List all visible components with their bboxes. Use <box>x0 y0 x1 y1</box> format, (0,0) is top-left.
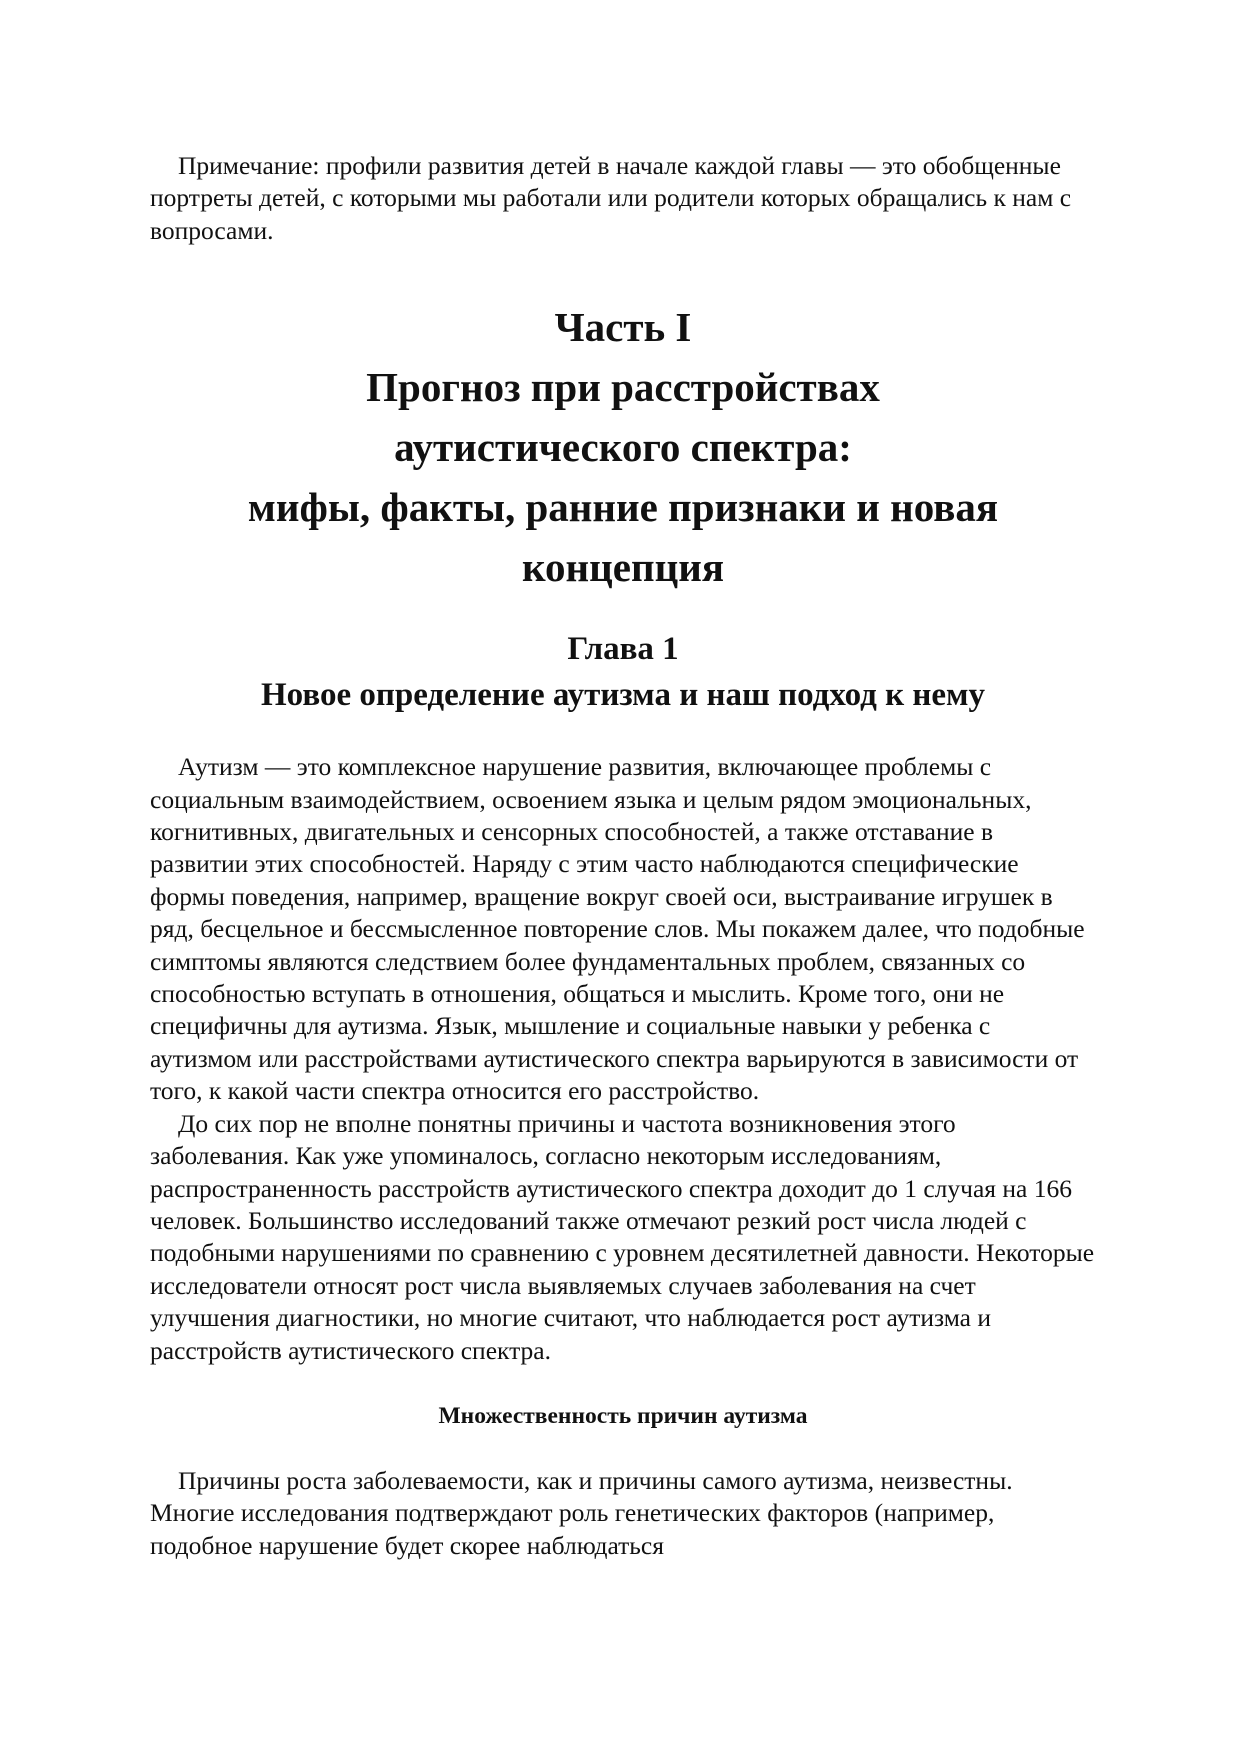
section-heading: Множественность причин аутизма <box>438 1402 808 1429</box>
chapter-body <box>150 751 1096 1367</box>
body-paragraph: Аутизм — это комплексное нарушение развития, включающее проблемы с социальным взаимодействием, освоением языка и целым рядом эмоциональных, когнитивных, двигательных и сенсорных способностей, а также отставание в развитии этих способностей. Наряду с этим часто наблюдаются специфические формы поведения, например, вращение вокруг своей оси, выстраивание игрушек в ряд, бесцельное и бессмысленное повторение слов. Мы покажем далее, что подобные симптомы являются следствием более фундаментальных проблем, связанных со способностью вступать в отношения, общаться и мыслить. Кроме того, они не специфичны для аутизма. Язык, мышление и социальные навыки у ребенка с аутизмом или расстройствами аутистического спектра варьируются в зависимости от того, к какой части спектра относится его расстройство. <box>150 752 1085 1106</box>
chapter-heading <box>150 626 1096 718</box>
part-title-line: концепция <box>521 544 725 591</box>
part-title-line: мифы, факты, ранние признаки и новая <box>247 484 999 531</box>
part-heading <box>150 297 1096 597</box>
body-paragraph: До сих пор не вполне понятны причины и частота возникновения этого заболевания. Как уже упоминалось, согласно некоторым исследованиям, распространенность расстройств аутистического спектра доходит до 1 случая на 166 человек. Большинство исследований также отмечают резкий рост числа людей с подобными нарушениями по сравнению с уровнем десятилетней давности. Некоторые исследователи относят рост числа выявляемых случаев заболевания на счет улучшения диагностики, но многие считают, что наблюдается рост аутизма и расстройств аутистического спектра. <box>150 1108 1095 1365</box>
section-body <box>150 1465 1096 1562</box>
chapter-title: Новое определение аутизма и наш подход к нему <box>261 677 985 714</box>
part-title-line: аутистического спектра: <box>394 424 852 471</box>
part-title-line: Прогноз при расстройствах <box>366 364 880 411</box>
section-paragraph: Причины роста заболеваемости, как и причины самого аутизма, неизвестны. Многие исследования подтверждают роль генетических факторов (например, подобное нарушение будет скорее наблюдаться <box>150 1465 1013 1560</box>
note-paragraph: Примечание: профили развития детей в начале каждой главы — это обобщенные портреты детей, с которыми мы работали или родители которых обращались к нам с вопросами. <box>150 151 1072 245</box>
book-page <box>150 150 1096 1562</box>
chapter-number: Глава 1 <box>567 631 679 668</box>
part-number: Часть I <box>554 304 692 351</box>
